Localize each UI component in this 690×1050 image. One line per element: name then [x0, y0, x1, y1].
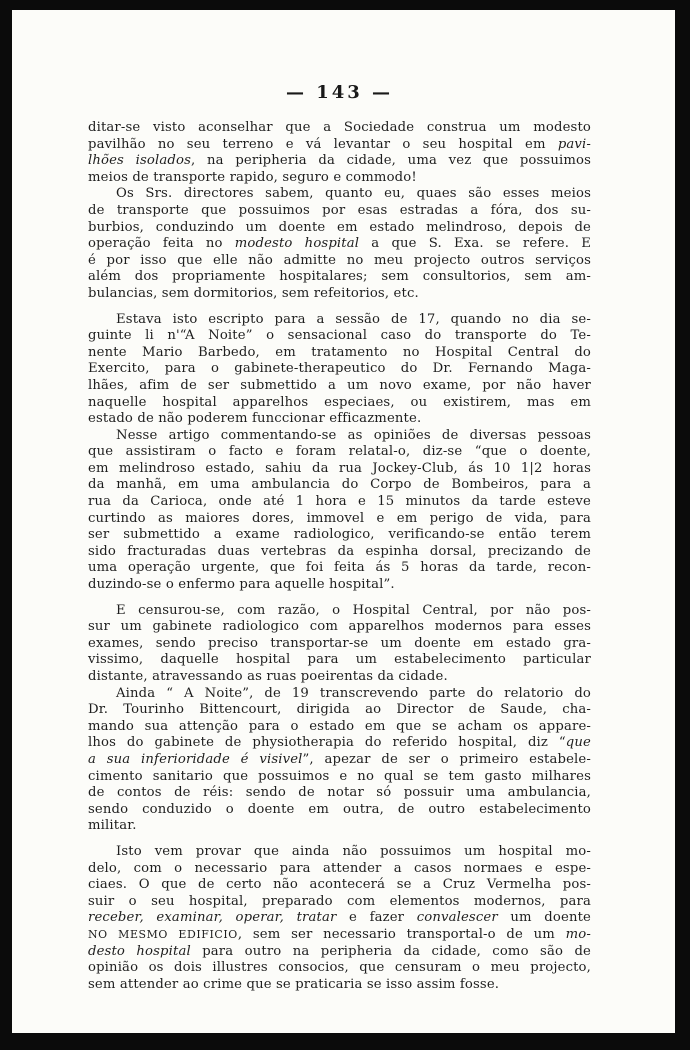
text-line: Os Srs. directores sabem, quanto eu, quaes são esses meios — [116, 186, 591, 202]
page-number: — 143 — — [285, 82, 394, 103]
text-line: pavilhão no seu terreno e vá levantar o seu hospital em pavi- — [88, 136, 591, 152]
paragraph — [88, 603, 591, 686]
text-line: E censurou-se, com razão, o Hospital Central, por não pos- — [116, 602, 591, 618]
text-line: sendo conduzido o doente em outra, de outro estabelecimento — [88, 801, 591, 817]
text-line: desto hospital para outro na peripheria da cidade, como são de — [88, 943, 591, 959]
text-line: nente Mario Barbedo, em tratamento no Hospital Central do — [88, 344, 591, 360]
text-line: bulancias, sem dormitorios, sem refeitorios, etc. — [88, 285, 419, 301]
text-line: da manhã, em uma ambulancia do Corpo de Bombeiros, para a — [88, 477, 591, 493]
text-line: vissimo, daquelle hospital para um estabelecimento particular — [88, 652, 591, 668]
text-line: Exercito, para o gabinete-therapeutico do Dr. Fernando Maga- — [88, 361, 591, 377]
text-line: cimento sanitario que possuimos e no qual se tem gasto milhares — [88, 768, 591, 784]
text-line: Nesse artigo commentando-se as opiniões de diversas pessoas — [116, 427, 591, 443]
text-line: além dos propriamente hospitalares; sem consultorios, sem am- — [88, 269, 591, 285]
text-line: estado de não poderem funccionar efficazmente. — [88, 411, 422, 427]
text-line: sur um gabinete radiologico com apparelhos modernos para esses — [88, 619, 591, 635]
text-line: é por isso que elle não admitte no meu projecto outros serviços — [88, 252, 591, 268]
text-line: meios de transporte rapido, seguro e commodo! — [88, 169, 417, 185]
text-line: curtindo as maiores dores, immovel e em perigo de vida, para — [88, 510, 591, 526]
text-line: NO MESMO EDIFICIO, sem ser necessario transportal-o de um mo- — [88, 926, 591, 942]
text-line: operação feita no modesto hospital a que S. Exa. se refere. E — [88, 236, 591, 252]
text-line: Estava isto escripto para a sessão de 17, quando no dia se- — [116, 311, 591, 327]
text-line: rua da Carioca, onde até 1 hora e 15 minutos da tarde esteve — [88, 494, 591, 510]
text-line: Isto vem provar que ainda não possuimos um hospital mo- — [116, 843, 591, 859]
text-line: que assistiram o facto e foram relatal-o, diz-se “que o doente, — [88, 444, 591, 460]
text-line: ser submettido a exame radiologico, verificando-se então terem — [88, 527, 591, 543]
text-line: de transporte que possuimos por esas estradas a fóra, dos su- — [88, 202, 591, 218]
paragraph — [88, 312, 591, 428]
text-line: opinião os dois illustres consocios, que censuram o meu projecto, — [88, 960, 591, 976]
text-line: lhos do gabinete de physiotherapia do referido hospital, diz “que — [88, 735, 591, 751]
text-line: exames, sendo preciso transportar-se um doente em estado gra- — [88, 635, 591, 651]
document-page — [12, 10, 675, 1033]
text-line: Dr. Tourinho Bittencourt, dirigida ao Director de Saude, cha- — [88, 702, 591, 718]
text-line: distante, atravessando as ruas poeirentas da cidade. — [88, 669, 448, 684]
paragraph — [88, 186, 591, 302]
text-line: ditar-se visto aconselhar que a Sociedade construa um modesto — [88, 120, 591, 135]
text-line: suir o seu hospital, preparado com elementos modernos, para — [88, 893, 591, 909]
text-line: Ainda “ A Noite”, de 19 transcrevendo parte do relatorio do — [116, 685, 591, 701]
text-line: a sua inferioridade é visivel”, apezar de ser o primeiro estabele- — [88, 751, 591, 767]
paragraph — [88, 428, 591, 594]
text-line: naquelle hospital apparelhos especiaes, ou existirem, mas em — [88, 394, 591, 410]
text-line: militar. — [88, 818, 137, 834]
body-text — [88, 120, 591, 993]
text-line: delo, com o necessario para attender a casos normaes e espe- — [88, 860, 591, 876]
paragraph — [88, 686, 591, 835]
text-line: guinte li n'“A Noite” o sensacional caso do transporte do Te- — [88, 328, 591, 344]
text-line: ciaes. O que de certo não acontecerá se a Cruz Vermelha pos- — [88, 877, 591, 893]
paragraph — [88, 844, 591, 993]
text-line: burbios, conduzindo um doente em estado melindroso, depois de — [88, 219, 591, 235]
text-line: receber, examinar, operar, tratar e fazer convalescer um doente — [88, 910, 591, 926]
text-line: lhões isolados, na peripheria da cidade, uma vez que possuimos — [88, 153, 592, 169]
text-line: uma operação urgente, que foi feita ás 5 horas da tarde, recon- — [88, 560, 591, 576]
text-line: lhães, afim de ser submettido a um novo exame, por não haver — [88, 377, 591, 393]
text-line: em melindroso estado, sahiu da rua Jockey-Club, ás 10 1|2 horas — [88, 460, 591, 476]
text-line: duzindo-se o enfermo para aquelle hospital”. — [88, 577, 395, 593]
text-line: sido fracturadas duas vertebras da espinha dorsal, precizando de — [88, 543, 591, 559]
text-line: de contos de réis: sendo de notar só possuir uma ambulancia, — [88, 785, 591, 801]
text-line: mando sua attenção para o estado em que se acham os appare- — [88, 718, 591, 734]
paragraph — [88, 120, 591, 186]
text-line: sem attender ao crime que se praticaria se isso assim fosse. — [88, 976, 500, 992]
